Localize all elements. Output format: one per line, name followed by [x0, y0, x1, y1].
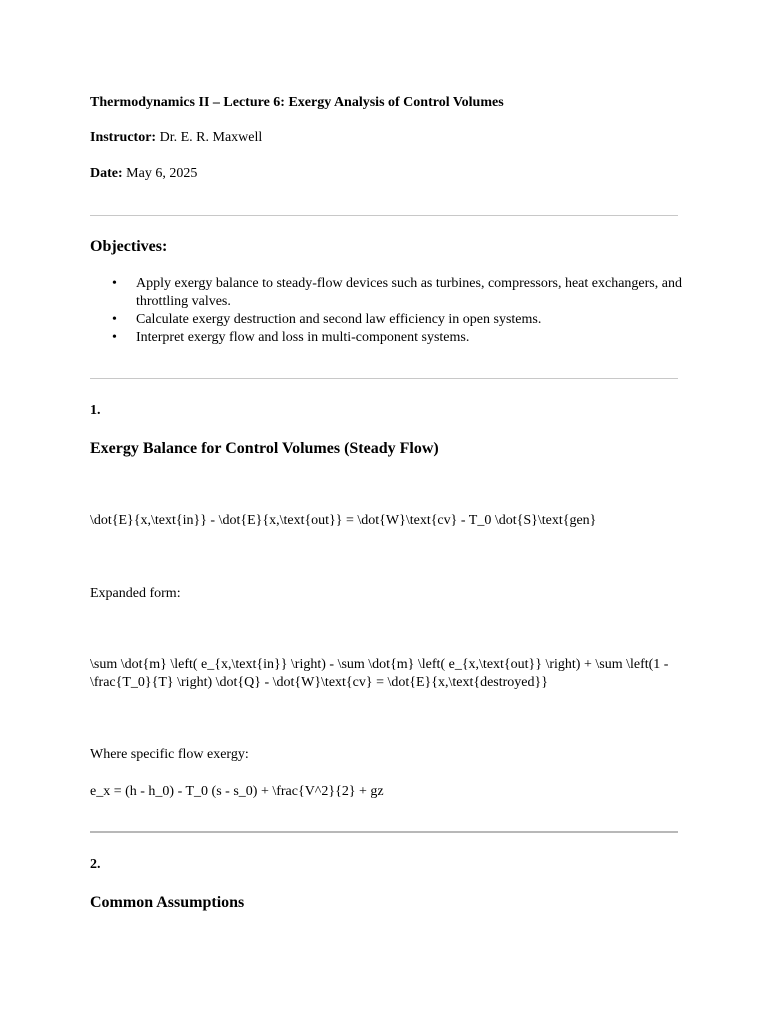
section-heading: Common Assumptions	[90, 894, 245, 911]
bullet-icon: •	[112, 276, 117, 291]
equation-expanded: \sum \dot{m} \left( e_{x,\text{in}} \right) - \sum \dot{m} \left( e_{x,\text{out}} \right) + \sum \left(1 - \frac{T_0}{T} \right) \dot{Q} - \dot{W}\text{cv} = \dot{E}{x,\text{destroyed}}	[90, 657, 669, 690]
bullet-icon: •	[112, 330, 117, 345]
instructor-line	[90, 129, 262, 147]
list-item	[112, 311, 696, 329]
equation-flow: e_x = (h - h_0) - T_0 (s - s_0) + \frac{V^2}{2} + gz	[90, 784, 384, 799]
date-line	[90, 165, 197, 183]
equation-main: \dot{E}{x,\text{in}} - \dot{E}{x,\text{out}} = \dot{W}\text{cv} - T_0 \dot{S}\text{gen}	[90, 513, 597, 528]
expanded-label: Expanded form:	[90, 586, 181, 601]
list-item-text: Apply exergy balance to steady-flow devices such as turbines, compressors, heat exchangers, and throttling valves.	[136, 276, 682, 309]
divider	[90, 215, 678, 216]
list-item-text: Calculate exergy destruction and second law efficiency in open systems.	[136, 312, 542, 327]
list-item-text: Interpret exergy flow and loss in multi-component systems.	[136, 330, 470, 345]
instructor-label: Instructor:	[90, 130, 157, 145]
section-number: 1.	[90, 403, 101, 418]
list-item	[112, 275, 696, 311]
section-heading: Exergy Balance for Control Volumes (Steady Flow)	[90, 440, 439, 457]
objectives-list	[90, 275, 696, 347]
date-value: May 6, 2025	[126, 166, 198, 181]
section-number: 2.	[90, 857, 101, 872]
list-item	[112, 329, 696, 347]
bullet-icon: •	[112, 312, 117, 327]
objectives-heading: Objectives:	[90, 238, 168, 255]
lecture-title: Thermodynamics II – Lecture 6: Exergy Analysis of Control Volumes	[90, 95, 504, 110]
date-label: Date:	[90, 166, 123, 181]
divider	[90, 378, 678, 379]
flow-exergy-label: Where specific flow exergy:	[90, 747, 249, 762]
instructor-value: Dr. E. R. Maxwell	[159, 130, 263, 145]
divider	[90, 831, 678, 833]
